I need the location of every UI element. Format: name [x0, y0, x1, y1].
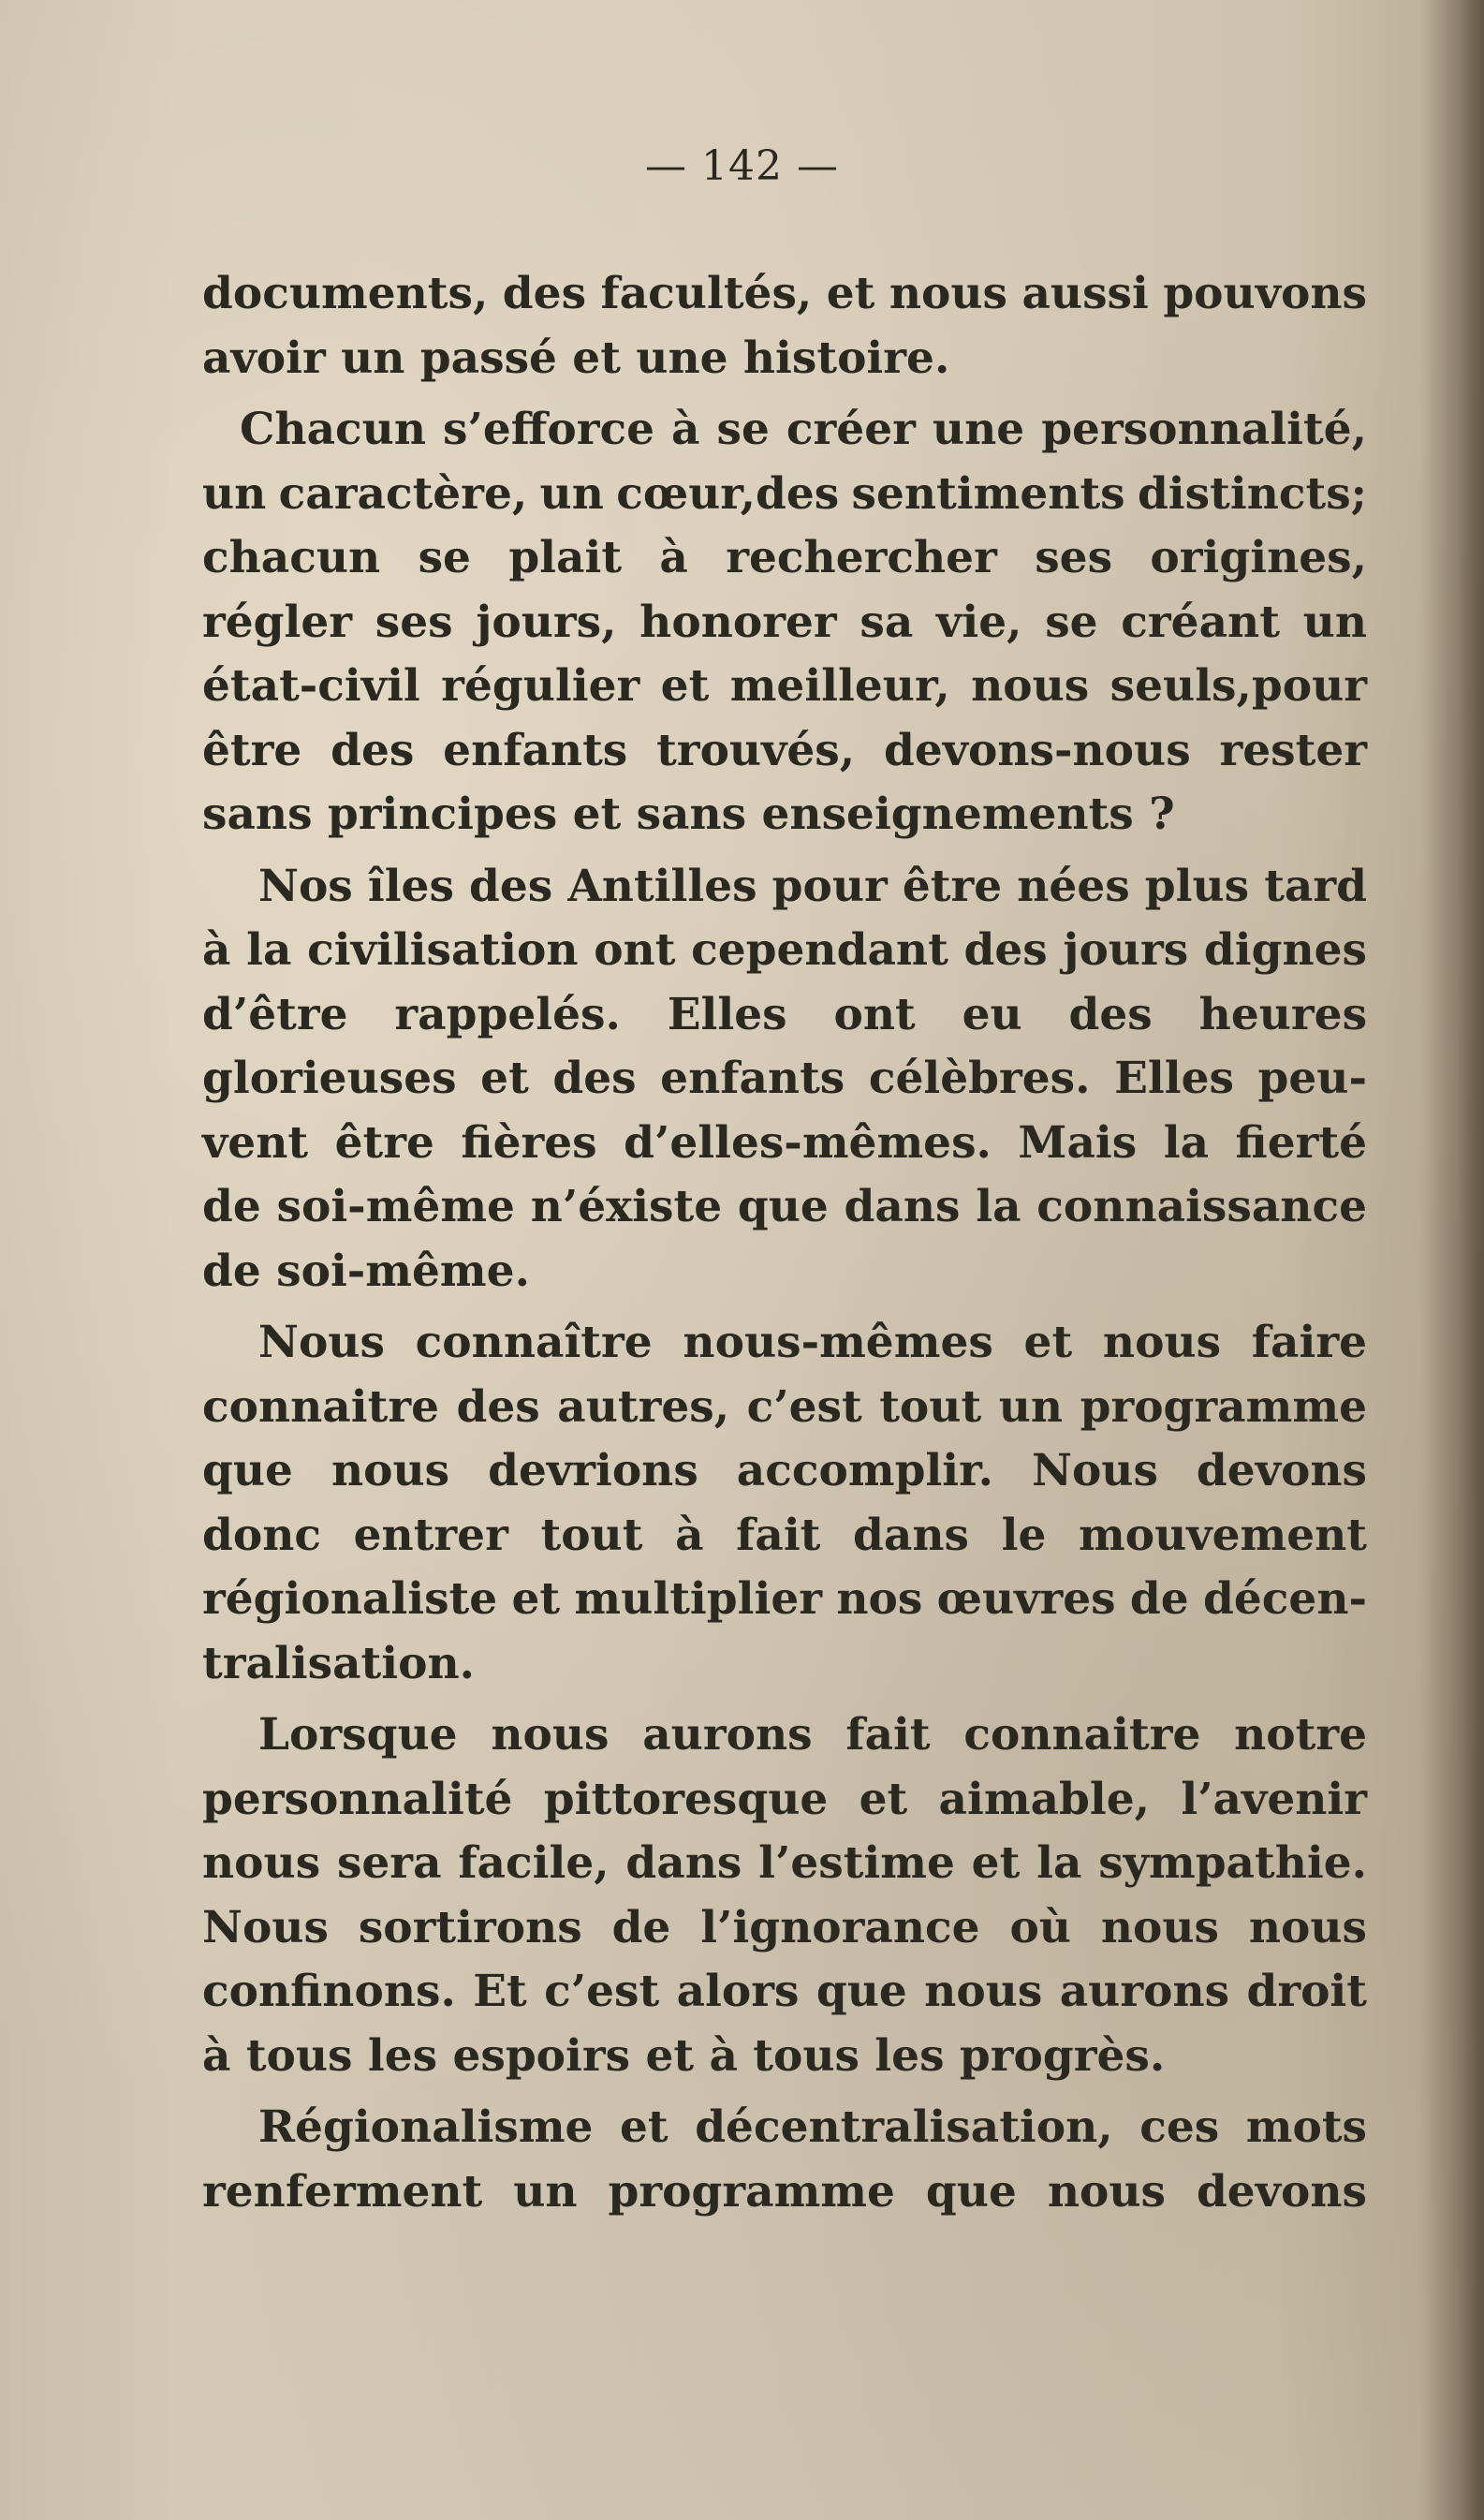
paragraph-2: [202, 398, 1367, 847]
text-line: un caractère, un cœur,des sentiments distincts;: [202, 467, 1368, 520]
text-line: régionaliste et multiplier nos œuvres de décen-: [202, 1573, 1367, 1625]
text-line: Chacun s’efforce à se créer une personnalité,: [240, 404, 1368, 455]
text-line: Nos îles des Antilles pour être nées plus tard: [258, 860, 1368, 912]
paragraph-3: [202, 855, 1367, 1304]
text-line: de soi-même n’éxiste que dans la connaissance: [202, 1181, 1367, 1232]
text-line: être des enfants trouvés, devons-nous rester: [202, 724, 1367, 776]
paragraph-4: [202, 1311, 1367, 1696]
body-text: [202, 262, 1367, 2224]
text-line: d’être rappelés. Elles ont eu des heures: [202, 988, 1368, 1040]
text-line: que nous devrions accomplir. Nous devons: [202, 1445, 1367, 1496]
text-line: chacun se plait à rechercher ses origines,: [202, 532, 1367, 583]
text-line: sans principes et sans enseignements ?: [202, 788, 1175, 840]
text-line: nous sera facile, dans l’estime et la sympathie.: [202, 1837, 1368, 1889]
text-line: connaitre des autres, c’est tout un programme: [202, 1380, 1367, 1433]
text-line: vent être fières d’elles-mêmes. Mais la fierté: [202, 1116, 1367, 1169]
paragraph-1: [202, 262, 1367, 391]
text-line: Lorsque nous aurons fait connaitre notre: [258, 1709, 1368, 1761]
text-line: personnalité pittoresque et aimable, l’avenir: [202, 1773, 1368, 1825]
text-line: avoir un passé et une histoire.: [202, 332, 950, 384]
text-line: Nous sortirons de l’ignorance où nous nous: [202, 1901, 1368, 1953]
text-line: tralisation.: [202, 1637, 475, 1689]
text-line: confinons. Et c’est alors que nous aurons droit: [202, 1966, 1367, 2017]
text-line: de soi-même.: [202, 1245, 530, 1297]
text-line: donc entrer tout à fait dans le mouvement: [202, 1509, 1367, 1561]
text-line: Régionalisme et décentralisation, ces mots: [258, 2101, 1368, 2153]
text-line: régler ses jours, honorer sa vie, se créant un: [202, 596, 1367, 648]
text-line: à la civilisation ont cependant des jours dignes: [202, 924, 1368, 976]
paragraph-6: [202, 2096, 1367, 2224]
paragraph-5: [202, 1703, 1367, 2088]
text-line: documents, des facultés, et nous aussi pouvons: [202, 268, 1367, 319]
text-line: à tous les espoirs et à tous les progrès.: [202, 2029, 1166, 2082]
text-line: état-civil régulier et meilleur, nous seuls,pour: [202, 660, 1368, 712]
text-line: renferment un programme que nous devons: [202, 2165, 1368, 2218]
page-number: — 142 —: [645, 142, 839, 190]
text-line: Nous connaître nous-mêmes et nous faire: [258, 1317, 1367, 1368]
text-line: glorieuses et des enfants célèbres. Elles peu-: [202, 1053, 1367, 1104]
